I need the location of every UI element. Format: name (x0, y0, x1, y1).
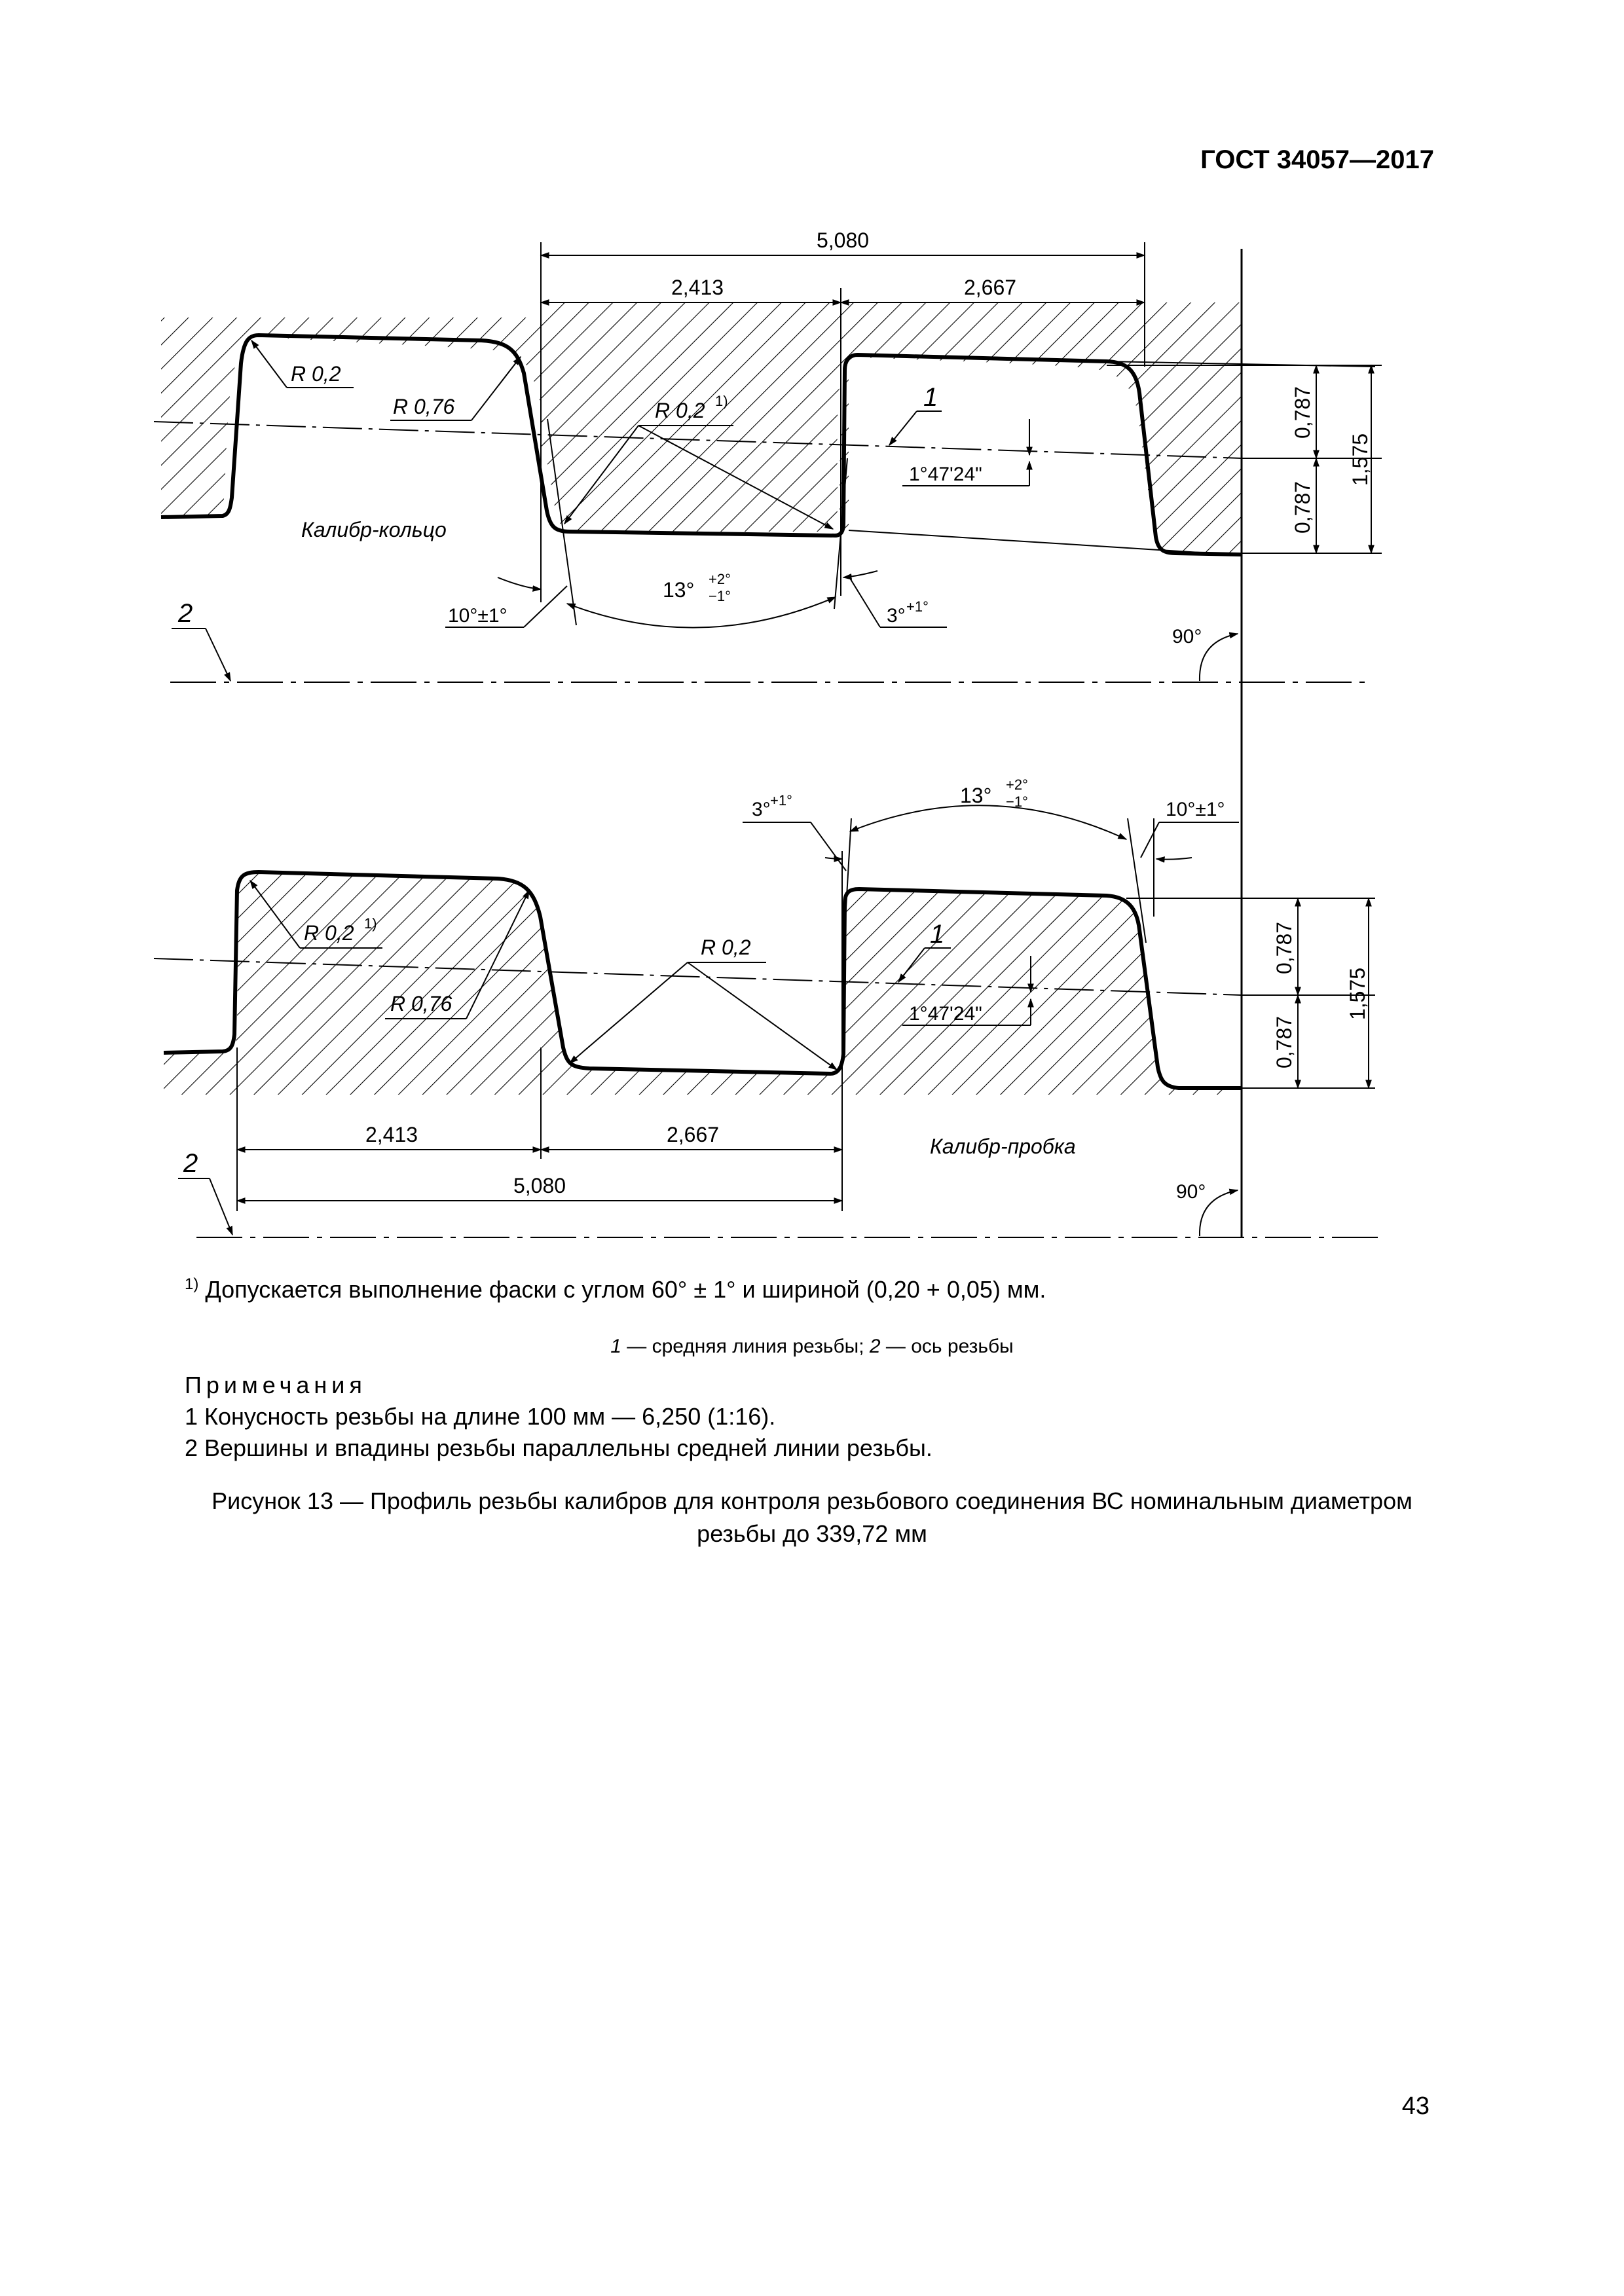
ring-gauge-drawing (154, 228, 1382, 682)
legend-num-2: 2 (869, 1336, 881, 1357)
plug-gauge-r02-leader-a (570, 962, 688, 1063)
plug-gauge-r02-label: R 0,2 (701, 936, 751, 959)
footnote-marker: 1) (185, 1275, 199, 1293)
ring-gauge-r02-leader (251, 340, 287, 388)
ring-gauge-pitch-label: 5,080 (816, 228, 870, 252)
ring-gauge-bottom-label: 0,787 (1291, 481, 1314, 534)
plug-gauge-rch-label: R 0,2 (304, 921, 354, 945)
ring-gauge-3-tol: +1° (906, 598, 929, 615)
plug-gauge-3-leader (811, 822, 846, 871)
plug-gauge-13-minus: −1° (1006, 793, 1028, 810)
ring-gauge-axis-leader (206, 629, 231, 681)
ring-gauge-90-label: 90° (1172, 626, 1202, 647)
plug-gauge-r02-leader-b (688, 962, 837, 1070)
plug-gauge-top-label: 0,787 (1272, 921, 1296, 975)
plug-gauge-left-label: 2,413 (365, 1123, 418, 1146)
figure-caption (144, 1485, 1480, 1550)
plug-gauge-bottom-label: 0,787 (1272, 1015, 1296, 1069)
ring-gauge-taper-label: 1°47'24" (909, 464, 982, 485)
ring-gauge-label: Калибр-кольцо (301, 518, 447, 541)
ring-gauge-body-left (161, 318, 545, 517)
plug-gauge-13-plus: +2° (1006, 776, 1028, 793)
ring-gauge-axis-label: 2 (178, 599, 193, 628)
plug-gauge-taper-label: 1°47'24" (909, 1003, 982, 1025)
ring-gauge-3-label: 3° (887, 605, 906, 627)
plug-gauge-90-label: 90° (1176, 1181, 1206, 1203)
page-number: 43 (1401, 2092, 1430, 2120)
plug-gauge-angle-arc-13 (850, 805, 1126, 839)
plug-gauge-3-label: 3° (752, 799, 771, 820)
plug-gauge-3-tol: +1° (770, 792, 792, 809)
standard-number: ГОСТ 34057—2017 (1200, 145, 1434, 174)
plug-gauge-pitch-label: 5,080 (513, 1174, 566, 1197)
plug-gauge-axis-label: 2 (183, 1149, 198, 1178)
legend-text-1: — средняя линия резьбы; (621, 1336, 870, 1357)
ring-gauge-13-minus: −1° (709, 588, 731, 604)
plug-gauge-13-label: 13° (960, 784, 992, 807)
notes-block (185, 1370, 932, 1464)
plug-gauge-leader1-label: 1 (930, 920, 945, 949)
footnote-text: Допускается выполнение фаски с углом 60° ± 1° и шириной (0,20 + 0,05) мм. (198, 1276, 1046, 1303)
ring-gauge-leader1-line (889, 411, 917, 445)
notes-title: Примечания (185, 1372, 367, 1398)
legend-text-2: — ось резьбы (880, 1336, 1014, 1357)
plug-gauge-label: Калибр-пробка (930, 1135, 1076, 1158)
caption-line-2: резьбы до 339,72 мм (697, 1520, 927, 1547)
ring-gauge-leader1-label: 1 (923, 383, 938, 412)
ring-gauge-r076-label: R 0,76 (393, 395, 455, 418)
legend-num-1: 1 (610, 1336, 621, 1357)
ring-gauge-angle-arc-10 (498, 577, 541, 589)
plug-gauge-10-leader (1141, 822, 1159, 858)
plug-gauge-10-label: 10°±1° (1166, 799, 1225, 820)
footnote (185, 1275, 1046, 1303)
ring-gauge-rch-label: R 0,2 (655, 399, 705, 422)
ring-gauge-90-arc (1200, 634, 1238, 681)
plug-gauge-total-label: 1,575 (1346, 967, 1369, 1021)
caption-line-1: Рисунок 13 — Профиль резьбы калибров для контроля резьбового соединения ВС номинальным диаметром (212, 1487, 1412, 1514)
note-item: 2 Вершины и впадины резьбы параллельны средней линии резьбы. (185, 1434, 932, 1461)
plug-gauge-drawing (154, 776, 1382, 1237)
plug-gauge-r076-label: R 0,76 (390, 992, 452, 1015)
plug-gauge-body (164, 872, 1242, 1095)
plug-gauge-angle-arc-3 (825, 858, 842, 859)
ring-gauge-3-leader (849, 576, 880, 627)
note-item: 1 Конусность резьбы на длине 100 мм — 6,250 (1:16). (185, 1403, 776, 1430)
ring-gauge-13-plus: +2° (709, 571, 731, 587)
plug-gauge-right-label: 2,667 (666, 1123, 720, 1146)
figure-legend (0, 1336, 1624, 1358)
ring-gauge-angle-arc-13 (567, 597, 836, 628)
ring-gauge-10-leader (524, 586, 567, 627)
plug-gauge-angle-arc-10 (1156, 858, 1192, 860)
ring-gauge-13-label: 13° (663, 578, 695, 602)
ring-gauge-total-label: 1,575 (1348, 433, 1372, 486)
plug-gauge-rch-note: 1) (364, 915, 377, 932)
ring-gauge-r02-label: R 0,2 (291, 362, 341, 386)
ring-gauge-10-label: 10°±1° (448, 605, 507, 627)
ring-gauge-right-label: 2,667 (963, 276, 1017, 299)
ring-gauge-body-right (849, 302, 1242, 555)
ring-gauge-rch-note: 1) (715, 393, 728, 409)
ring-gauge-r076-leader (471, 357, 521, 420)
ring-gauge-left-label: 2,413 (671, 276, 724, 299)
ring-gauge-top-label: 0,787 (1291, 386, 1314, 439)
plug-gauge-axis-leader (210, 1178, 232, 1235)
